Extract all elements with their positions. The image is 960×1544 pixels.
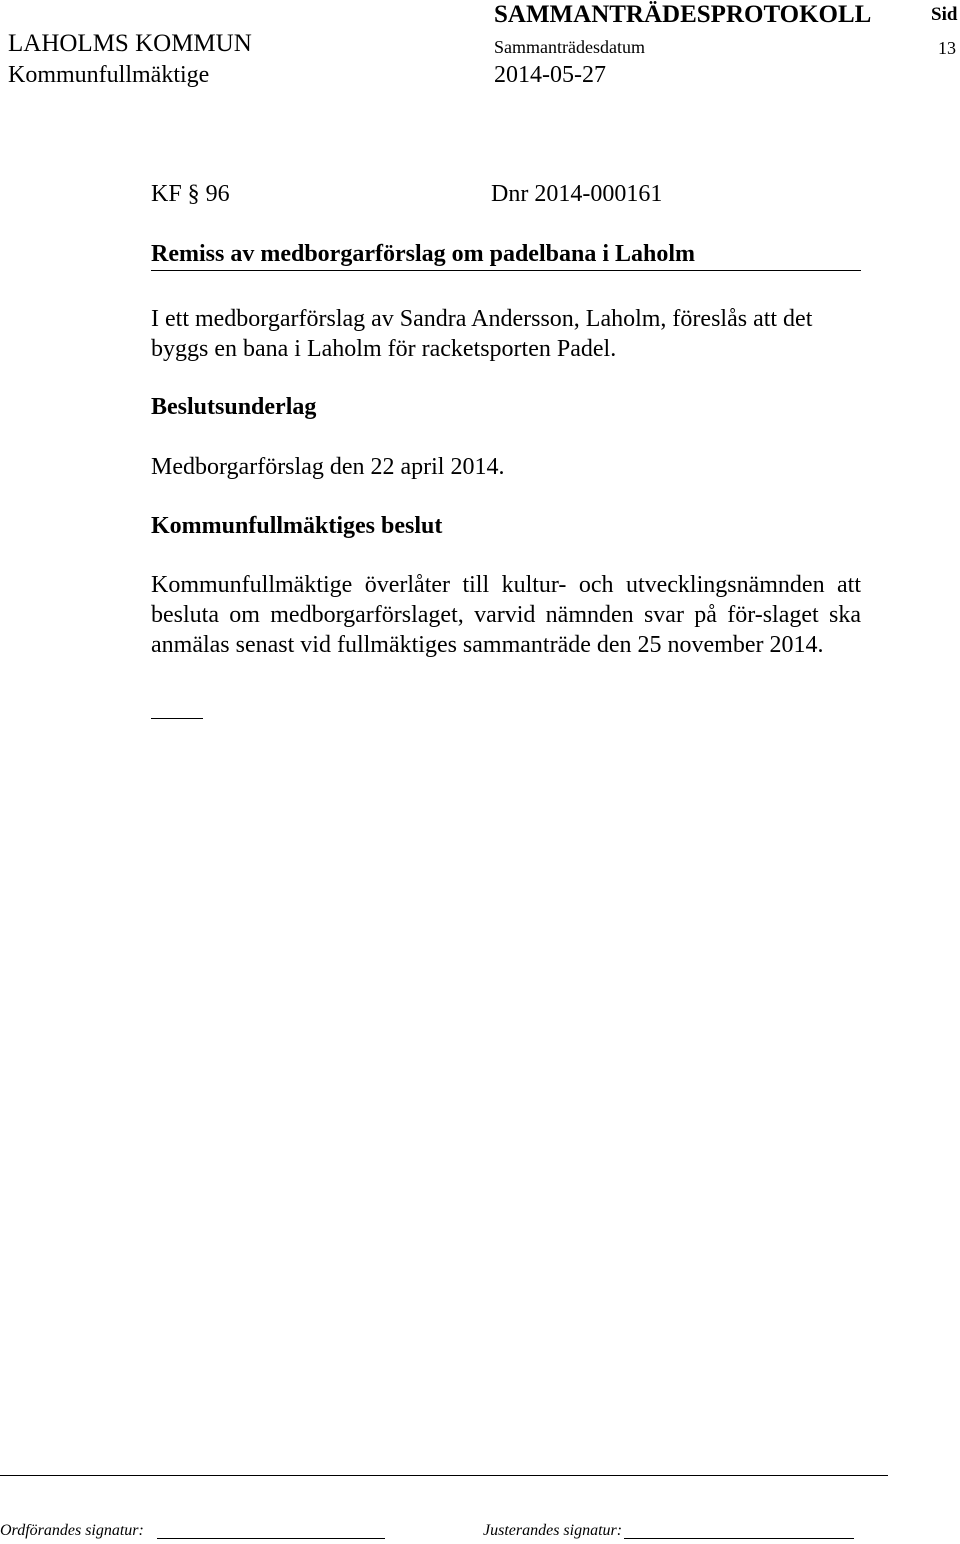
paragraph-id: KF § 96 (151, 181, 230, 207)
meeting-date: 2014-05-27 (494, 62, 606, 88)
chair-signature-label: Ordförandes signatur: (0, 1522, 144, 1539)
date-label: Sammanträdesdatum (494, 37, 645, 57)
underlag-text: Medborgarförslag den 22 april 2014. (151, 454, 505, 480)
intro-paragraph: I ett medborgarförslag av Sandra Andersson, Laholm, föreslås att det byggs en bana i Laholm för racketsporten Padel. (151, 306, 813, 362)
underlag-heading: Beslutsunderlag (151, 394, 317, 420)
decision-paragraph: Kommunfullmäktige överlåter till kultur- och utvecklingsnämnden att besluta om medborgarförslaget, varvid nämnden svar på för-slaget ska anmälas senast vid fullmäktiges sammanträde den 25 november 2014. (151, 572, 861, 658)
organization-name: LAHOLMS KOMMUN (8, 30, 252, 57)
diary-number: Dnr 2014-000161 (491, 181, 663, 207)
page-label: Sid (931, 4, 958, 25)
adjuster-signature-label: Justerandes signatur: (483, 1522, 623, 1539)
page-number: 13 (938, 38, 956, 58)
decision-heading: Kommunfullmäktiges beslut (151, 513, 443, 539)
document-type: SAMMANTRÄDESPROTOKOLL (494, 1, 872, 28)
footer-rule (0, 1475, 888, 1476)
end-of-section-rule (151, 718, 203, 719)
governing-body: Kommunfullmäktige (8, 62, 210, 88)
subject-title: Remiss av medborgarförslag om padelbana i Laholm (151, 241, 861, 271)
adjuster-signature-line (624, 1538, 854, 1539)
chair-signature-line (157, 1538, 385, 1539)
